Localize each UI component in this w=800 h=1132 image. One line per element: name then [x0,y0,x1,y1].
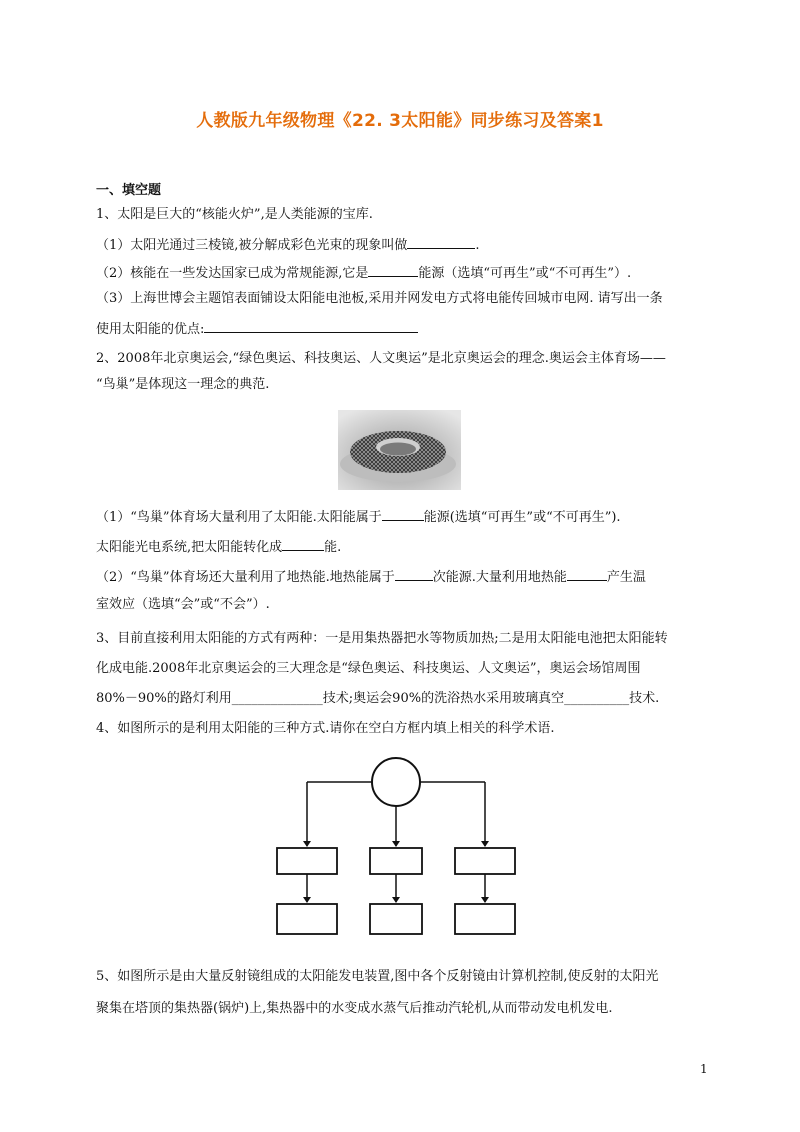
answer-blank[interactable] [368,262,418,277]
question-5-line-2: 聚集在塔顶的集热器(锅炉)上,集热器中的水变成水蒸气后推动汽轮机,从而带动发电机发电. [96,1001,613,1016]
q1-p1-end: . [475,238,480,253]
answer-blank[interactable] [395,566,433,581]
answer-blank[interactable] [567,566,607,581]
sun-node [372,758,420,806]
q2-p2-text: （2）“鸟巢”体育场还大量利用了地热能.地热能属于 [96,570,395,585]
question-1-stem: 1、太阳是巨大的“核能火炉”,是人类能源的宝库. [96,207,373,222]
q2-p2-end: 产生温 [606,570,646,585]
q1-p3-text: 使用太阳能的优点: [96,322,205,337]
question-1-part-3: （3）上海世博会主题馆表面铺设太阳能电池板,采用并网发电方式将电能传回城市电网. 请写出一条 [96,291,663,306]
electric-energy-box [370,904,422,934]
blank-box-bottom-left[interactable] [277,904,337,934]
question-1-part-3-cont [96,318,418,339]
question-2-line-1: 2、2008年北京奥运会,“绿色奥运、科技奥运、人文奥运”是北京奥运会的理念.奥运会主体育场—— [96,351,666,366]
question-2-part-1 [96,506,621,527]
page-number: 1 [700,1062,708,1076]
q1-p2-end: 能源（选填“可再生”或“不可再生”）. [418,266,632,281]
q2-p1-text2: 太阳能光电系统,把太阳能转化成 [96,540,283,555]
question-2-part-2 [96,566,646,587]
page-title: 人教版九年级物理《22. 3太阳能》同步练习及答案1 [196,111,604,131]
blank-box-middle[interactable] [370,848,422,874]
question-1-part-1 [96,234,480,255]
photothermal-box [277,848,337,874]
question-2-part-1-cont [96,536,341,557]
answer-blank[interactable] [282,536,324,551]
blank-box-bottom-right[interactable] [455,904,515,934]
q2-p1-end: 能源(选填“可再生”或“不可再生”). [423,510,621,525]
q1-p1-text: （1）太阳光通过三棱镜,被分解成彩色光束的现象叫做 [96,238,408,253]
question-3-line-2: 化成电能.2008年北京奥运会的三大理念是“绿色奥运、科技奥运、人文奥运”，奥运会场馆周围 [96,661,641,676]
photochemical-box [455,848,515,874]
q1-p2-text: （2）核能在一些发达国家已成为常规能源,它是 [96,266,369,281]
solar-energy-diagram [272,752,532,948]
answer-blank[interactable] [382,506,424,521]
question-4-line-1: 4、如图所示的是利用太阳能的三种方式.请你在空白方框内填上相关的科学术语. [96,721,555,736]
answer-blank[interactable] [407,234,475,249]
section-heading: 一、填空题 [96,183,162,198]
q2-p1-end2: 能. [324,540,342,555]
q2-p2-mid: 次能源.大量利用地热能 [432,570,567,585]
question-5-line-1: 5、如图所示是由大量反射镜组成的太阳能发电装置,图中各个反射镜由计算机控制,使反射的太阳光 [96,969,659,984]
question-1-part-2 [96,262,631,283]
question-2-part-2-cont: 室效应（选填“会”或“不会”）. [96,597,270,612]
question-3-line-3: 80%－90%的路灯利用______________技术;奥运会90%的洗浴热水采用玻璃真空__________技术. [96,691,660,706]
question-2-line-2: “鸟巢”是体现这一理念的典范. [96,377,270,392]
answer-blank[interactable] [204,318,418,333]
q2-p1-text: （1）“鸟巢”体育场大量利用了太阳能.太阳能属于 [96,510,382,525]
birds-nest-stadium-image [338,410,461,490]
question-3-line-1: 3、目前直接利用太阳能的方式有两种：一是用集热器把水等物质加热;二是用太阳能电池把太阳能转 [96,631,668,646]
